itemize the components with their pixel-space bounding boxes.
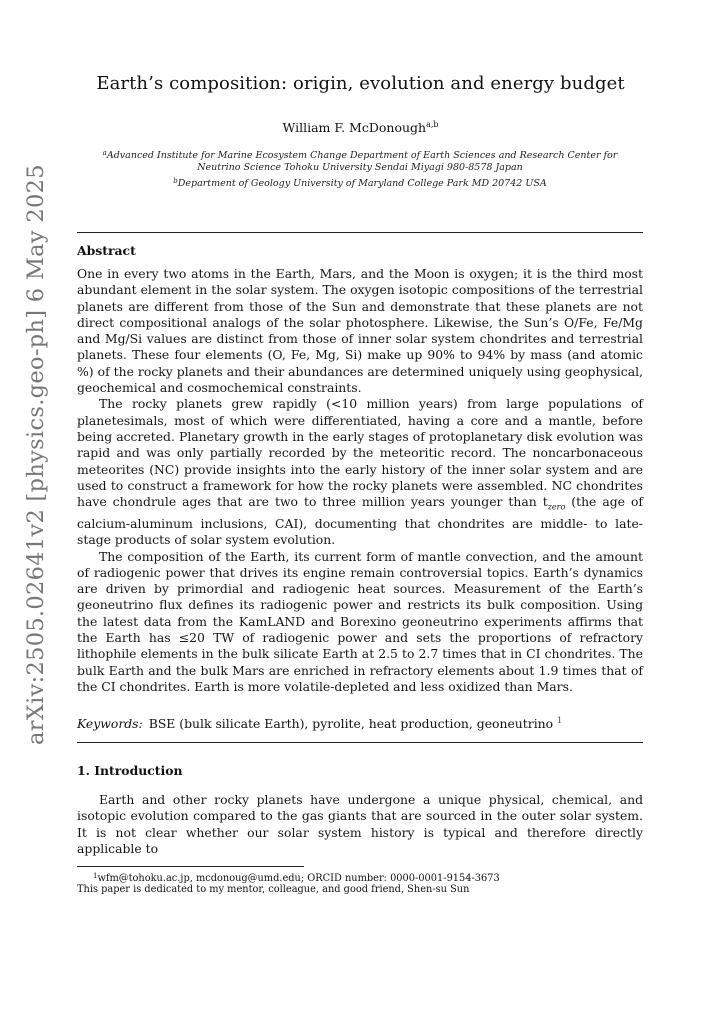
abstract-heading: Abstract — [77, 243, 136, 258]
keywords-line — [77, 713, 562, 732]
author-affiliation-marks: a,b — [426, 120, 439, 129]
affiliation-a-continued — [60, 161, 660, 174]
affiliation-text: Neutrino Science Tohoku University Sendai Miyagi 980-8578 Japan — [197, 162, 523, 173]
abstract-top-rule — [77, 232, 643, 233]
footnote-rule — [77, 866, 304, 867]
abstract-paragraph-tail: (the age of calcium-aluminum inclusions, CAI), documenting that chondrites are middle- to late-stage products of solar system evolution. — [77, 494, 644, 548]
t-zero-subscript: zero — [547, 502, 566, 512]
affiliation-b — [60, 175, 660, 190]
footnote-contact-text: wfm@tohoku.ac.jp, mcdonoug@umd.edu; ORCID number: 0000-0001-9154-3673 — [97, 873, 500, 884]
keywords-label: Keywords: — [77, 716, 143, 731]
abstract-paragraph — [77, 396, 643, 548]
section-heading-introduction: 1. Introduction — [77, 763, 183, 778]
affiliation-text: Department of Geology University of Maryland College Park MD 20742 USA — [177, 178, 547, 189]
abstract-paragraph-text: The rocky planets grew rapidly (<10 million years) from large populations of planetesimals, most of which were differentiated, having a core and a mantle, before being accreted. Planetary growth in the early stages of protoplanetary disk evolution was rapid and was only partially recorded by the meteoritic record. The noncarbonaceous meteorites (NC) provide insights into the early history of the inner solar system and are used to construct a framework for how the rocky planets were assembled. NC chondrites have chondrule ages that are two to three million years younger than t — [77, 396, 643, 510]
abstract-paragraph: The composition of the Earth, its current form of mantle convection, and the amount of radiogenic power that drives its engine remain controversial topics. Earth’s dynamics are driven by primordial and radiogenic heat sources. Measurement of the Earth’s geoneutrino flux defines its radiogenic power and restricts its bulk composition. Using the latest data from the KamLAND and Borexino geoneutrino experiments affirms that the Earth has ≤20 TW of radiogenic power and sets the proportions of refractory lithophile elements in the bulk silicate Earth at 2.5 to 2.7 times that in CI chondrites. The bulk Earth and the bulk Mars are enriched in refractory elements about 1.9 times that of the CI chondrites. Earth is more volatile-depleted and less oxidized than Mars. — [77, 548, 643, 694]
keywords-text: BSE (bulk silicate Earth), pyrolite, heat production, geoneutrino — [148, 716, 554, 731]
arxiv-identifier[interactable]: arXiv:2505.02641v2 [physics.geo-ph] 6 May 2025 — [23, 164, 49, 745]
introduction-body — [77, 792, 643, 857]
footnote-marker: 1 — [93, 872, 98, 880]
author-name: William F. McDonough — [282, 120, 427, 135]
affiliation-text: Advanced Institute for Marine Ecosystem Change Department of Earth Sciences and Research Center for — [106, 150, 618, 161]
author-line — [0, 117, 721, 136]
abstract-bottom-rule — [77, 742, 643, 743]
footnote-dedication: This paper is dedicated to my mentor, colleague, and good friend, Shen-su Sun — [77, 884, 470, 895]
affiliation-marker: b — [173, 177, 178, 185]
affiliation-a — [60, 147, 660, 162]
paper-title: Earth’s composition: origin, evolution and energy budget — [96, 73, 625, 94]
introduction-paragraph: Earth and other rocky planets have undergone a unique physical, chemical, and isotopic evolution compared to the gas giants that are sourced in the outer solar system. It is not clear whether our solar system history is typical and therefore directly applicable to — [77, 792, 643, 856]
footnote-link[interactable]: 1 — [557, 716, 563, 725]
abstract-body — [77, 266, 643, 695]
affiliation-marker: a — [102, 149, 107, 157]
abstract-paragraph: One in every two atoms in the Earth, Mars, and the Moon is oxygen; it is the third most abundant element in the solar system. The oxygen isotopic compositions of the terrestrial planets are different from those of the Sun and demonstrate that these planets are not direct compositional analogs of the solar photosphere. Likewise, the Sun’s O/Fe, Fe/Mg and Mg/Si values are distinct from those of inner solar system chondrites and terrestrial planets. These four elements (O, Fe, Mg, Si) make up 90% to 94% by mass (and atomic %) of the rocky planets and their abundances are determined uniquely using geophysical, geochemical and cosmochemical constraints. — [77, 266, 643, 396]
